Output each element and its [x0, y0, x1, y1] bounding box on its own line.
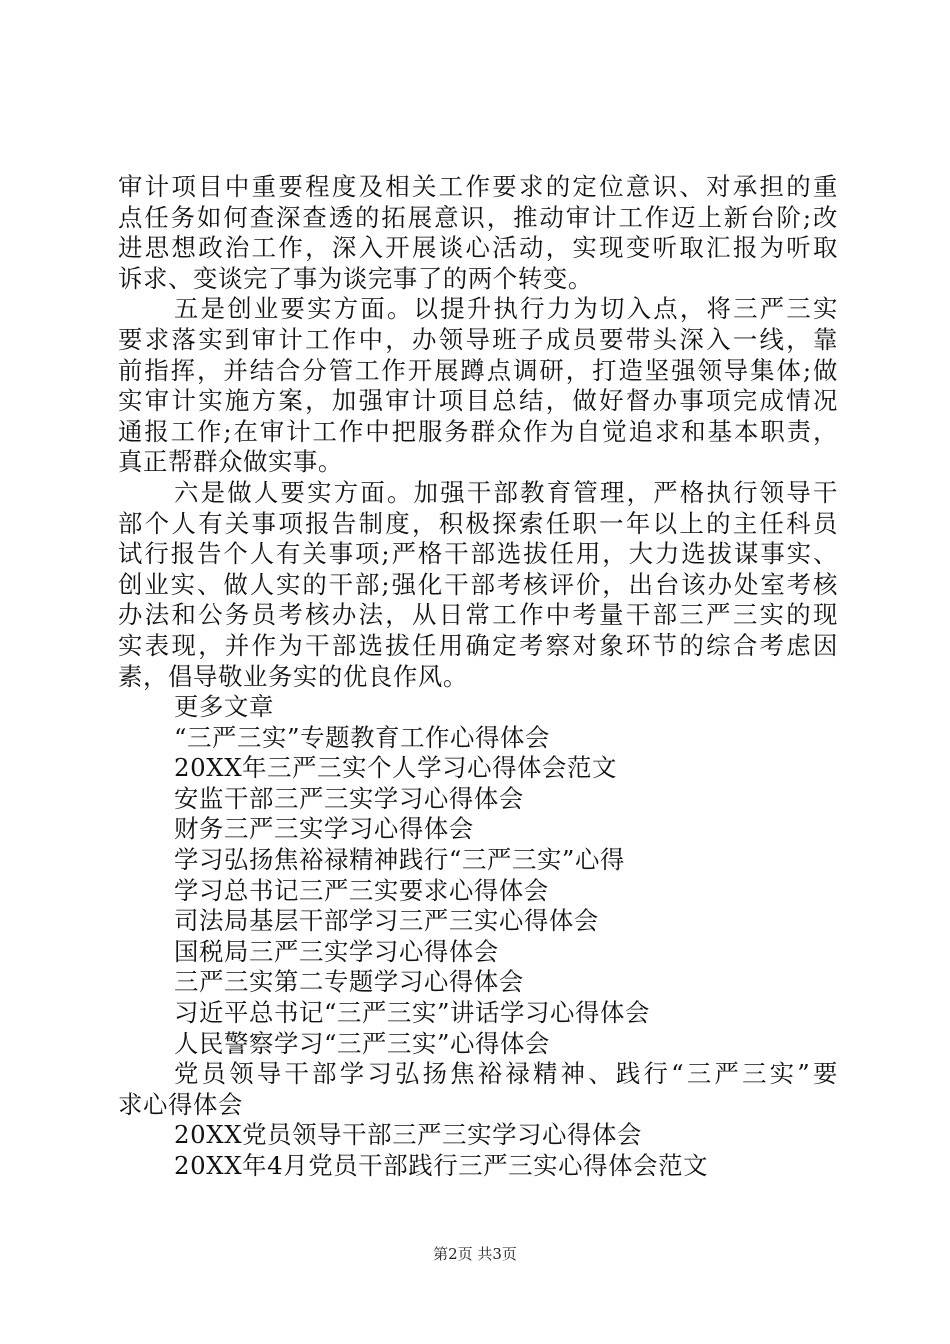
- article-link[interactable]: “三严三实”专题教育工作心得体会: [174, 722, 551, 752]
- text-line: 素，倡导敬业务实的优良作风。: [118, 661, 468, 691]
- article-link[interactable]: 20XX党员领导干部三严三实学习心得体会: [174, 1120, 643, 1150]
- text-line: 创业实、做人实的干部;强化干部考核评价，出台该办处室考核: [118, 569, 838, 599]
- article-link[interactable]: 学习总书记三严三实要求心得体会: [174, 875, 549, 905]
- article-link[interactable]: 党员领导干部学习弘扬焦裕禄精神、践行“三严三实”要: [174, 1059, 838, 1089]
- text-line: 实表现，并作为干部选拔任用确定考察对象环节的综合考虑因: [118, 630, 838, 660]
- article-link[interactable]: 习近平总书记“三严三实”讲话学习心得体会: [174, 998, 650, 1028]
- text-line: 要求落实到审计工作中，办领导班子成员要带头深入一线，靠: [118, 324, 838, 354]
- document-body: [118, 172, 838, 1182]
- paragraph-first-line: 五是创业要实方面。以提升执行力为切入点，将三严三实: [174, 294, 838, 324]
- text-line: 部个人有关事项报告制度，积极探索任职一年以上的主任科员: [118, 508, 838, 538]
- article-link[interactable]: 司法局基层干部学习三严三实心得体会: [174, 906, 599, 936]
- text-line: 前指挥，并结合分管工作开展蹲点调研，打造坚强领导集体;做: [118, 355, 838, 385]
- paragraph-first-line: 六是做人要实方面。加强干部教育管理，严格执行领导干: [174, 477, 838, 507]
- text-line: 进思想政治工作，深入开展谈心活动，实现变听取汇报为听取: [118, 233, 838, 263]
- article-link[interactable]: 人民警察学习“三严三实”心得体会: [174, 1028, 551, 1058]
- article-link[interactable]: 三严三实第二专题学习心得体会: [174, 967, 524, 997]
- page-number-footer: 第2页 共3页: [433, 1245, 517, 1263]
- text-line: 实审计实施方案，加强审计项目总结，做好督办事项完成情况: [118, 386, 838, 416]
- article-link[interactable]: 国税局三严三实学习心得体会: [174, 936, 499, 966]
- article-link[interactable]: 财务三严三实学习心得体会: [174, 814, 474, 844]
- text-line: 通报工作;在审计工作中把服务群众作为自觉追求和基本职责，: [118, 416, 838, 446]
- article-link[interactable]: 安监干部三严三实学习心得体会: [174, 783, 524, 813]
- text-line: 点任务如何查深查透的拓展意识，推动审计工作迈上新台阶;改: [118, 202, 838, 232]
- article-link[interactable]: 20XX年三严三实个人学习心得体会范文: [174, 753, 618, 783]
- article-link[interactable]: 20XX年4月党员干部践行三严三实心得体会范文: [174, 1151, 709, 1180]
- text-line: 审计项目中重要程度及相关工作要求的定位意识、对承担的重: [118, 172, 838, 201]
- more-articles-heading: 更多文章: [174, 692, 274, 722]
- text-line: 诉求、变谈完了事为谈完事了的两个转变。: [118, 263, 593, 293]
- text-line: 真正帮群众做实事。: [118, 447, 343, 477]
- text-line: 办法和公务员考核办法，从日常工作中考量干部三严三实的现: [118, 600, 838, 630]
- article-link[interactable]: 学习弘扬焦裕禄精神践行“三严三实”心得: [174, 845, 625, 875]
- text-line: 试行报告个人有关事项;严格干部选拔任用，大力选拔谋事实、: [118, 539, 838, 569]
- article-link-continued[interactable]: 求心得体会: [118, 1089, 243, 1119]
